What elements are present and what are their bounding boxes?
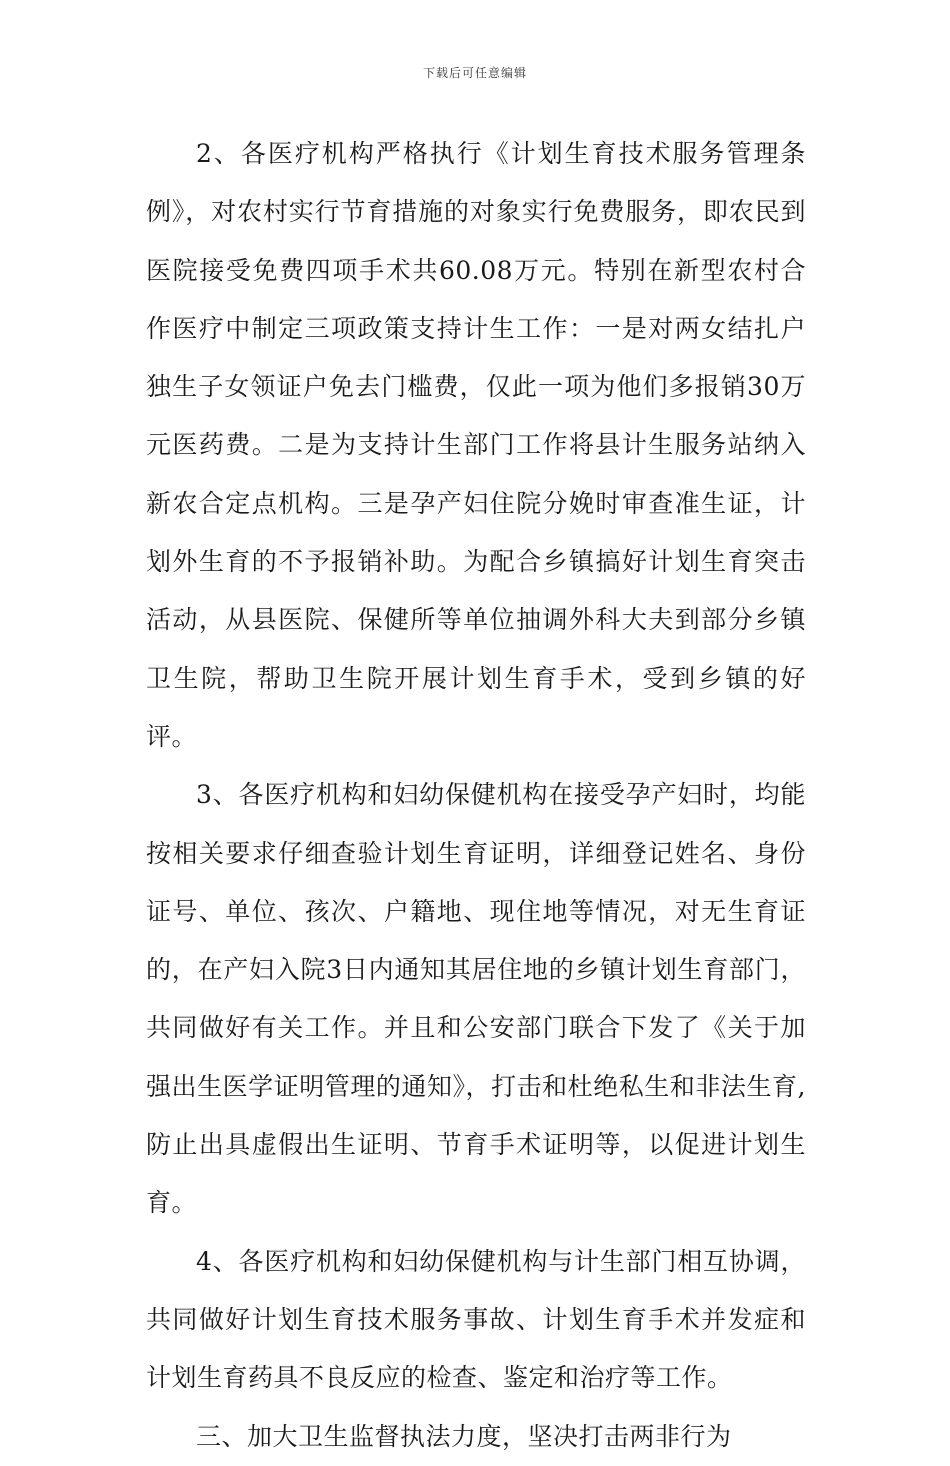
paragraph-item-3: 3、各医疗机构和妇幼保健机构在接受孕产妇时，均能按相关要求仔细查验计划生育证明，详细登记姓名、身份证号、单位、孩次、户籍地、现住地等情况，对无生育证的，在产妇入院3日内通知其居住地的乡镇计划生育部门，共同做好有关工作。并且和公安部门联合下发了《关于加强出生医学证明管理的通知》，打击和杜绝私生和非法生育,防止出具虚假出生证明、节育手术证明等，以促进计划生育。 (146, 780, 806, 1218)
document-body (146, 125, 806, 1466)
page-header: 下载后可任意编辑 (422, 66, 527, 80)
paragraph-item-4: 4、各医疗机构和妇幼保健机构与计生部门相互协调，共同做好计划生育技术服务事故、计划生育手术并发症和计划生育药具不良反应的检查、鉴定和治疗等工作。 (146, 1246, 806, 1393)
paragraph-item-2: 2、各医疗机构严格执行《计划生育技术服务管理条例》，对农村实行节育措施的对象实行免费服务，即农民到医院接受免费四项手术共60.08万元。特别在新型农村合作医疗中制定三项政策支持计生工作：一是对两女结扎户独生子女领证户免去门槛费，仅此一项为他们多报销30万元医药费。二是为支持计生部门工作将县计生服务站纳入新农合定点机构。三是孕产妇住院分娩时审查准生证，计划外生育的不予报销补助。为配合乡镇搞好计划生育突击活动，从县医院、保健所等单位抽调外科大夫到部分乡镇卫生院，帮助卫生院开展计划生育手术，受到乡镇的好评。 (146, 139, 806, 751)
section-heading-3: 三、加大卫生监督执法力度，坚决打击两非行为 (196, 1421, 732, 1451)
